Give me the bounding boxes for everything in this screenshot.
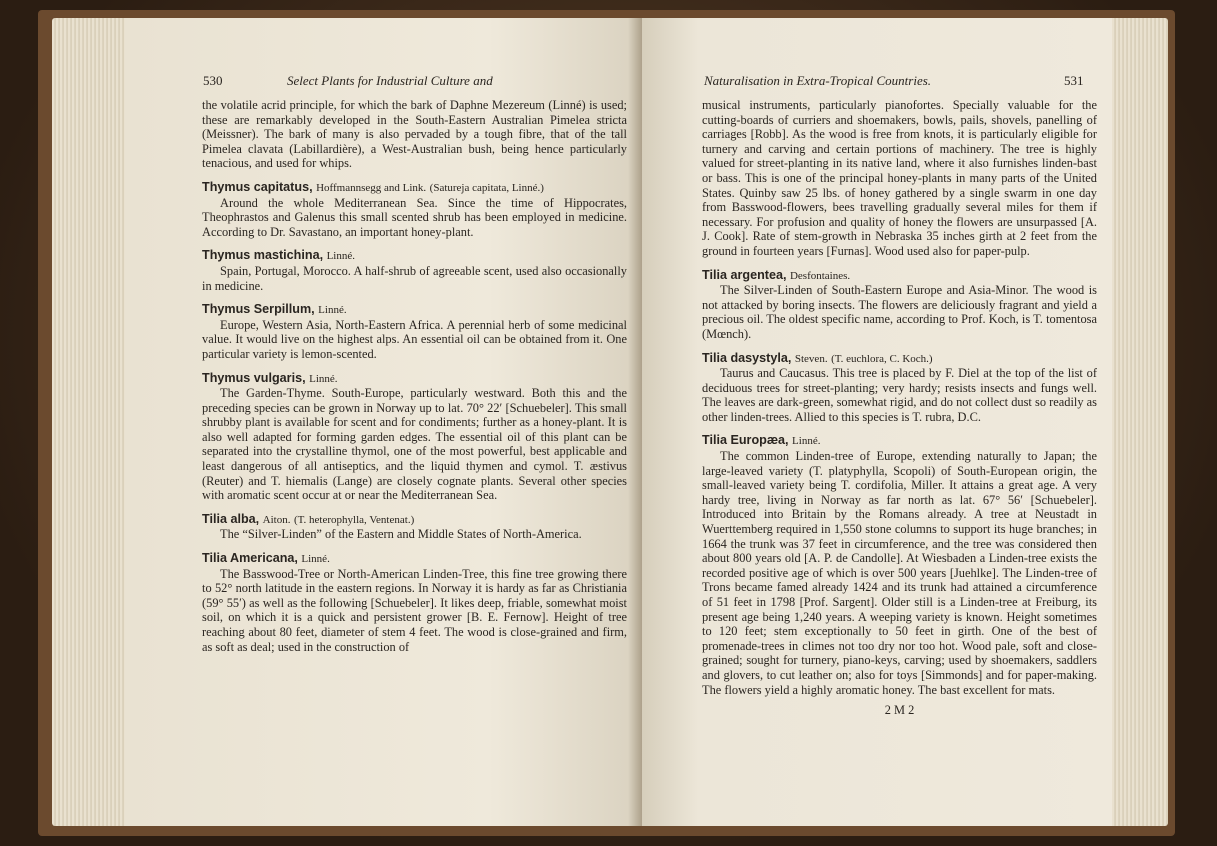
species-entry <box>202 551 627 654</box>
species-description: Spain, Portugal, Morocco. A half-shrub of agreeable scent, used also occasionally in medicine. <box>202 263 627 293</box>
entries-list <box>202 180 627 654</box>
species-name: Tilia dasystyla, <box>702 350 792 365</box>
species-name: Tilia alba, <box>202 511 260 526</box>
species-authority: Linné. <box>309 372 338 385</box>
species-synonym: (T. euchlora, C. Koch.) <box>831 352 933 365</box>
species-heading <box>702 268 1097 284</box>
opening-paragraph: musical instruments, particularly pianofortes. Specially valuable for the cutting-boards of curriers and shoemakers, bowls, pails, shovels, panelling of carriages [Robb]. As the wood is free from knots, it is particularly eligible for turnery and carving and certain portions of machinery. The tree is highly valued for street-planting in its native land, where it also furnishes linden-bast or bass. This is one of the principal honey-plants in many parts of the United States. Quinby saw 25 lbs. of honey gathered by a single swarm in one day from Basswood-flowers, bees travelling gradually several miles for them if necessary. For profusion and quality of honey the flowers are unsurpassed [A. J. Cook]. Rate of stem-growth in Nebraska 35 inches girth at 2 feet from the ground in fourteen years [Furnas]. Wood used also for paper-pulp. <box>702 98 1097 258</box>
species-entry <box>202 512 627 542</box>
right-page-text <box>702 98 1097 718</box>
species-heading <box>202 302 627 318</box>
species-entry <box>702 433 1097 697</box>
signature-mark: 2 M 2 <box>884 703 915 718</box>
species-authority: Desfontaines. <box>789 269 851 282</box>
species-entry <box>202 302 627 361</box>
running-head-title: Select Plants for Industrial Culture and <box>287 73 493 88</box>
species-authority: Hoffmannsegg and Link. <box>316 181 427 194</box>
species-entry <box>202 180 627 239</box>
species-name: Tilia Americana, <box>202 551 298 566</box>
species-description: The “Silver-Linden” of the Eastern and Middle States of North-America. <box>220 527 582 542</box>
running-head-title: Naturalisation in Extra-Tropical Countries. <box>704 73 932 88</box>
species-authority: Linné. <box>326 250 355 263</box>
page-number: 531 <box>1064 73 1084 88</box>
page-number: 530 <box>203 73 223 88</box>
species-heading <box>702 351 1097 367</box>
species-authority: Steven. <box>794 352 828 365</box>
species-entry <box>202 248 627 293</box>
entries-list <box>702 268 1097 698</box>
species-authority: Aiton. <box>262 513 291 526</box>
species-description: Around the whole Mediterranean Sea. Since the time of Hippocrates, Theophrastos and Galenus this small scented shrub has been employed in medicine. According to Dr. Savastano, an important honey-plant. <box>202 195 627 239</box>
species-heading <box>202 371 627 387</box>
left-page <box>125 18 645 826</box>
species-description: The Silver-Linden of South-Eastern Europe and Asia-Minor. The wood is not attacked by boring insects. The flowers are deliciously fragrant and yield a precious oil. The oldest specific name, according to Prof. Koch, is T. tomentosa (Mœnch). <box>702 283 1097 341</box>
species-heading <box>202 180 627 196</box>
species-name: Thymus vulgaris, <box>202 370 306 385</box>
species-name: Thymus Serpillum, <box>202 302 315 317</box>
species-description: Taurus and Caucasus. This tree is placed by F. Diel at the top of the list of deciduous trees for street-planting; very hardy; resists insects and fungs well. The leaves are dark-green, somewhat rigid, and do not collect dust so readily as other linden-trees. Allied to this species is T. rubra, D.C. <box>702 366 1097 424</box>
right-page <box>642 18 1112 826</box>
species-entry <box>202 371 627 503</box>
species-entry <box>702 351 1097 425</box>
species-heading <box>702 433 1097 449</box>
species-heading <box>202 551 627 567</box>
species-name: Tilia Europæa, <box>702 433 789 448</box>
species-description: The common Linden-tree of Europe, extending naturally to Japan; the large-leaved variety (T. platyphylla, Scopoli) of South-European origin, the small-leaved variety being T. cordifolia, Miller. It attains a great age. A very hardy tree, living in Norway as far north as lat. 67° 56′ [Schuebeler]. Introduced into Britain by the Romans already. A tree at Neustadt in Wuerttemberg required in 1,550 stone columns to support its huge branches; in 1664 the trunk was 37 feet in circumference, and the tree was considered then about 800 years old [A. P. de Candolle]. At Wiesbaden a Linden-tree exists the recorded positive age of which is over 500 years [Juehlke]. The Linden-tree of Trons became famed already 1424 and its trunk had attained a circumference of 51 feet in 1798 [Prof. Sargent]. Older still is a Linden-tree at Freiburg, its present age being 1,240 years. A weeping variety is known. Height sometimes to 120 feet; stem exceptionally to 50 feet in girth. One of the best of promenade-trees in climes not too dry nor too hot. Wood pale, soft and close-grained; sought for turnery, piano-keys, carving; used by shoemakers, saddlers and glovers, to cut leather on; also for toys [Simmonds] and for paper-making. The flowers yield a highly aromatic honey. The bast excellent for mats. <box>702 449 1097 697</box>
species-authority: Linné. <box>301 553 330 566</box>
species-name: Thymus mastichina, <box>202 248 324 263</box>
species-description: The Basswood-Tree or North-American Linden-Tree, this fine tree growing there to 52° north latitude in the eastern regions. In Norway it is hardy as far as Christiania (59° 55′) as well as the following [Schuebeler]. It likes deep, friable, somewhat moist soil, on which it is a quick and persistent grower [B. E. Fernow]. Height of tree reaching about 80 feet, diameter of stem 4 feet. The wood is close-grained and firm, as soft as deal; used in the construction of <box>202 566 627 654</box>
species-description: Europe, Western Asia, North-Eastern Africa. A perennial herb of some medicinal value. It would live on the highest alps. An essential oil can be obtained from it. One particular variety is lemon-scented. <box>202 317 627 361</box>
species-entry <box>702 268 1097 342</box>
species-authority: Linné. <box>792 435 821 448</box>
species-authority: Linné. <box>318 304 347 317</box>
species-synonym: (T. heterophylla, Ventenat.) <box>293 513 415 526</box>
opening-paragraph: the volatile acrid principle, for which the bark of Daphne Mezereum (Linné) is used; these are remarkably developed in the South-Eastern Australian Pimelea stricta (Meissner). The bark of many is also pervaded by a tough fibre, that of the tall Pimelea clavata (Labillardière), a West-Australian bush, being hence particularly tenacious, and used for whips. <box>202 98 627 171</box>
species-name: Tilia argentea, <box>702 267 787 282</box>
left-page-text <box>202 98 627 654</box>
species-synonym: (Satureja capitata, Linné.) <box>429 181 544 194</box>
species-heading <box>202 248 627 264</box>
species-name: Thymus capitatus, <box>202 179 313 194</box>
species-heading <box>202 512 627 528</box>
species-description: The Garden-Thyme. South-Europe, particularly westward. Both this and the preceding species can be grown in Norway up to lat. 70° 22′ [Schuebeler]. This small shrubby plant is available for scent and for condiments; further as a honey-plant. It is also well adapted for forming garden edges. The essential oil of this plant can be separated into the crystalline thymol, one of the most powerful, best applicable and least dangerous of all antiseptics, and the liquid thymen and cymol. T. æstivus (Reuter) and T. hiemalis (Lange) are closely cognate plants. Several other species with aromatic scent occur at or near the Mediterranean Sea. <box>202 386 627 503</box>
